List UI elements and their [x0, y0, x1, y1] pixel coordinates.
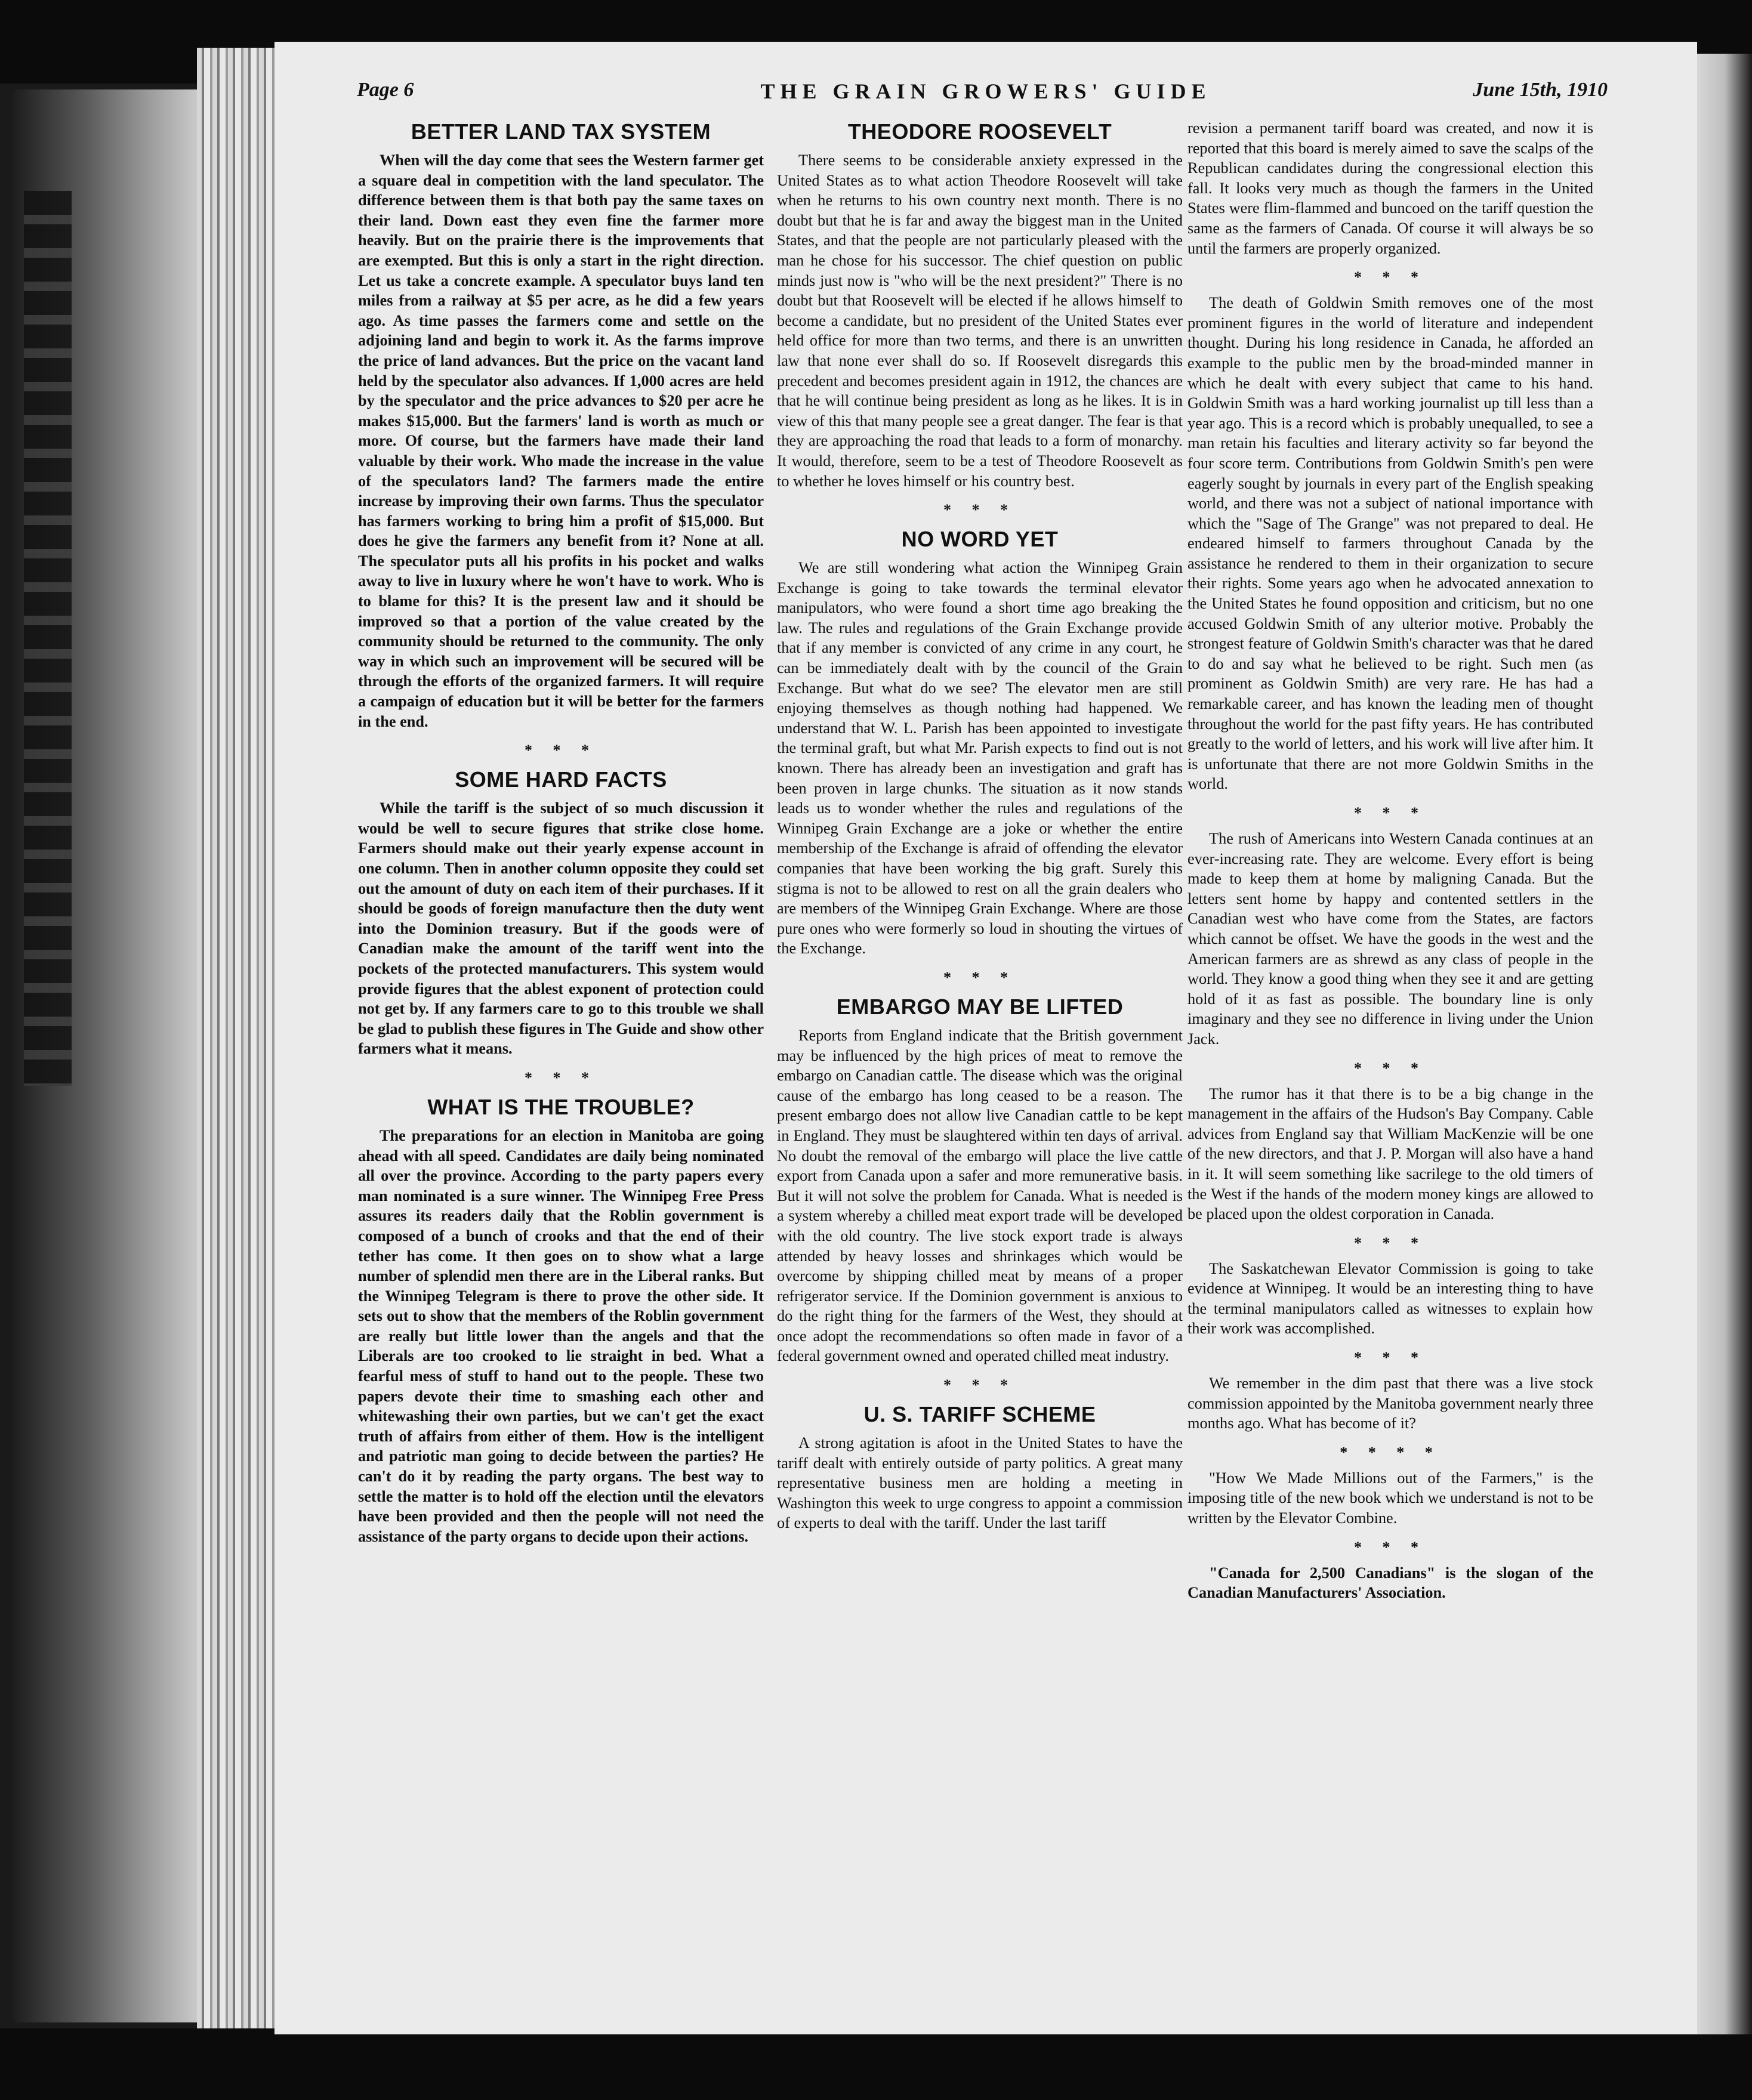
publication-title: THE GRAIN GROWERS' GUIDE [760, 79, 1211, 103]
page-number: Page 6 [357, 79, 414, 101]
article-saskatchewan: The Saskatchewan Elevator Commission is going to take evidence at Winnipeg. It would be an interesting thing to have the terminal manipulators called as witnesses to explain how their work was accomplished. [1187, 1259, 1593, 1338]
article-goldwin-smith: The death of Goldwin Smith removes one of the most prominent figures in the world of literature and independent thought. During his long residence in Canada, he afforded an example to the public men by the broad-minded manner in which he dealt with every subject that came to his hand. Goldwin Smith was a hard working journalist up till less than a year ago. This is a record which is probably unequalled, to see a man retain his faculties and literary activity so far beyond the four score term. Contributions from Goldwin Smith's pen were eagerly sought by journals in every part of the English speaking world, and there was not a subject of national importance with which the "Sage of The Grange" was not prepared to deal. He endeared himself to farmers throughout Canada by the assistance he rendered to them in their organization to secure their rights. Some years ago when he advocated annexation to the United States he found opposition and criticism, but no one accused Goldwin Smith of any ulterior motive. Probably the strongest feature of Goldwin Smith's character was that he dared to do and say what he believed to be right. Such men (as prominent as Goldwin Smith) are very rare. He has had a remarkable career, and has known the leading men of thought throughout the world for the past fifty years. He has contributed greatly to the world of letters, and his work will live after him. It is unfortunate that there are not more Goldwin Smiths in the world. [1187, 294, 1593, 793]
running-head [274, 79, 1697, 115]
section-divider: * * * [525, 742, 597, 759]
headline-roosevelt: THEODORE ROOSEVELT [847, 119, 1112, 144]
section-divider: * * * [1354, 268, 1427, 286]
section-divider: * * * [943, 1376, 1016, 1394]
binding-gutter [197, 48, 274, 2028]
column-middle [777, 118, 1183, 1533]
headline-no-word: NO WORD YET [901, 527, 1059, 552]
headline-land-tax: BETTER LAND TAX SYSTEM [411, 119, 711, 144]
article-roosevelt: There seems to be considerable anxiety expressed in the United States as to what action Theodore Roosevelt will take when he returns to his own country next month. There is no doubt but that he is far and away the biggest man in the United States, and that the people are not particularly pleased with the man he chose for his successor. The chief question on public minds just now is "who will be the next president?" There is no doubt but that Roosevelt will be elected if he allows himself to become a candidate, but no president of the United States ever held office for more than two terms, and there is an unwritten law that none ever shall do so. If Roosevelt disregards this precedent and becomes president again in 1912, the chances are that he will continue being president as long as he likes. It is in view of this that many people see a great danger. The fear is that they are approaching the road that leads to a form of monarchy. It would, therefore, seem to be a test of Theodore Roosevelt as to whether he loves himself or his country best. [777, 152, 1183, 490]
section-divider: * * * [525, 1068, 597, 1086]
facing-page-text-blocks [24, 191, 72, 1086]
section-divider: * * * [1354, 1538, 1427, 1556]
article-land-tax: When will the day come that sees the Western farmer get a square deal in competition with the land speculator. The difference between them is that both pay the same taxes on their land. Down east they even fine the farmer more heavily. But on the prairie there is the improvements that are exempted. But this is only a start in the right direction. Let us take a concrete example. A speculator buys land ten miles from a railway at $5 per acre, as he did a few years ago. As time passes the farmers come and settle on the adjoining land and begin to work it. As the farms improve the price of land advances. But the price on the vacant land held by the speculator also advances. If 1,000 acres are held by the speculator and the price advances to $20 per acre he makes $15,000. But the farmers' land is worth as much or more. Of course, but the farmers have made their land valuable by their work. Who made the increase in the value of the speculators land? The farmers made the entire increase by improving their own farms. Thus the speculator has farmers working to bring him a profit of $15,000. But does he give the farmers any benefit from it? None at all. The speculator puts all his profits in his pocket and walks away to live in luxury where he won't have to work. Who is to blame for this? It is the present law and it should be improved so that a portion of the value created by the community should be returned to the community. The only way in which such an improvement will be secured will be through the efforts of the organized farmers. It will require a campaign of education but it will be better for the farmers in the end. [358, 152, 764, 730]
section-divider: * * * [1354, 1234, 1427, 1252]
article-no-word: We are still wondering what action the Winnipeg Grain Exchange is going to take towards the terminal elevator manipulators, who were found a short time ago breaking the law. The rules and regulations of the Grain Exchange provide that if any member is convicted of any crime in any court, he can be immediately dealt with by the council of the Grain Exchange. But what do we see? The elevator men are still enjoying themselves as though nothing had happened. We understand that W. L. Parish has been appointed to investigate the terminal graft, but what Mr. Parish expects to find out is not known. There has already been an investigation and graft has been proven in large chunks. The situation as it now stands leads us to wonder whether the rules and regulations of the Winnipeg Grain Exchange are a joke or whether the entire membership of the Exchange is afraid of offending the elevator companies that have been working the big graft. Surely this stigma is not to be allowed to rest on all the grain dealers who are members of the Winnipeg Grain Exchange. Where are those pure ones who were formerly so loud in shouting the virtues of the Exchange. [777, 559, 1183, 958]
column-left [358, 118, 764, 1546]
section-divider: * * * [1354, 804, 1427, 822]
next-page-edge [1697, 54, 1752, 2034]
newspaper-page [274, 42, 1697, 2034]
issue-date: June 15th, 1910 [1473, 79, 1608, 101]
article-hard-facts: While the tariff is the subject of so much discussion it would be well to secure figures that strike close home. Farmers should make out their yearly expense account in one column. Then in another column opposite they could set out the amount of duty on each item of their purchases. If it should be goods of foreign manufacture then the duty went into the Dominion treasury. But if the goods were of Canadian make the amount of the tariff went into the pockets of the protected manufacturers. This system would provide figures that the ablest exponent of protection could not get by. If any farmers care to go to this trouble we shall be glad to publish these figures in The Guide and show other farmers what it means. [358, 799, 764, 1058]
article-trouble: The preparations for an election in Manitoba are going ahead with all speed. Candidates are daily being nominated all over the province. According to the party papers every man nominated is a sure winner. The Winnipeg Free Press assures its readers daily that the Roblin government is composed of a bunch of crooks and that the end of their tether has come. It then goes on to show what a large number of splendid men there are in the Liberal ranks. But the Winnipeg Telegram is there to prove the other side. It sets out to show that the members of the Roblin government are really but little lower than the angels and that the Liberals are too crooked to lie straight in bed. What a fearful mess of stuff to hand out to the people. These two papers devote their time to smashing each other and whitewashing their own parties, but we can't get the exact truth of affairs from either of them. How is the intelligent and patriotic man going to decide between the parties? He can't do it by reading the party organs. The best way to settle the matter is to hold off the election until the elevators have been provided and then the people will not need the assistance of the party organs to decide upon their actions. [358, 1126, 764, 1545]
section-divider: * * * [1354, 1059, 1427, 1077]
section-divider: * * * [1354, 1349, 1427, 1367]
article-americans: The rush of Americans into Western Canada continues at an ever-increasing rate. They are welcome. Every effort is being made to keep them at home by maligning Canada. But the letters sent home by happy and contented settlers in the Canadian west who have come from the States, are factors which cannot be offset. We have the goods in the west and the American farmers are as shrewd as any class of people in the world. They know a good thing when they see it and are getting hold of it as fast as possible. The boundary line is only imaginary and they see no difference in living under the Union Jack. [1187, 830, 1593, 1048]
column-right [1187, 118, 1593, 1603]
section-divider: * * * [943, 501, 1016, 519]
article-millions: "How We Made Millions out of the Farmers," is the imposing title of the new book which we understand is not to be written by the Elevator Combine. [1187, 1469, 1593, 1527]
headline-tariff: U. S. TARIFF SCHEME [863, 1402, 1096, 1427]
article-embargo: Reports from England indicate that the British government may be influenced by the high prices of meat to remove the embargo on Canadian cattle. The disease which was the original cause of the embargo has long ceased to be a reason. The present embargo does not allow live Canadian cattle to be kept in England. They must be slaughtered within ten days of arrival. No doubt the removal of the embargo will place the live cattle export from Canada upon a safer and more remunerative basis. But it will not solve the problem for Canada. What is needed is a system whereby a chilled meat export trade will be developed with the old country. The live stock export trade is always attended by heavy losses and shrinkages which would be overcome by shipping chilled meat by means of a proper refrigerator service. If the Dominion government is anxious to do the right thing for the farmers of the West, they should at once adopt the recommendations so often made in favor of a federal government owned and operated chilled meat industry. [777, 1026, 1183, 1365]
headline-embargo: EMBARGO MAY BE LIFTED [836, 994, 1124, 1019]
article-tariff: A strong agitation is afoot in the United States to have the tariff dealt with entirely outside of party politics. A great many representative business men are holding a meeting in Washington this week to urge congress to appoint a commission of experts to deal with the tariff. Under the last tariff [777, 1434, 1183, 1532]
headline-hard-facts: SOME HARD FACTS [455, 767, 667, 792]
section-divider: * * * * [1340, 1443, 1441, 1461]
article-slogan: "Canada for 2,500 Canadians" is the slogan of the Canadian Manufacturers' Association. [1187, 1564, 1593, 1602]
article-hudsons-bay: The rumor has it that there is to be a big change in the management in the affairs of the Hudson's Bay Company. Cable advices from England say that William MacKenzie will be one of the new directors, and that J. P. Morgan will also have a hand in it. It will seem something like sacrilege to the old timers of the West if the hands of the modern money kings are allowed to be placed upon the oldest corporation in Canada. [1187, 1085, 1593, 1223]
section-divider: * * * [943, 968, 1016, 986]
headline-trouble: WHAT IS THE TROUBLE? [427, 1094, 695, 1119]
article-live-stock: We remember in the dim past that there was a live stock commission appointed by the Manitoba government nearly three months ago. What has become of it? [1187, 1375, 1593, 1432]
article-tariff-continued: revision a permanent tariff board was created, and now it is reported that this board is merely aimed to save the scalps of the Republican candidates during the congressional election this fall. It looks very much as though the farmers in the United States were flim-flammed and buncoed on the tariff question the same as the farmers of Canada. Of course it will always be so until the farmers are properly organized. [1187, 119, 1593, 257]
